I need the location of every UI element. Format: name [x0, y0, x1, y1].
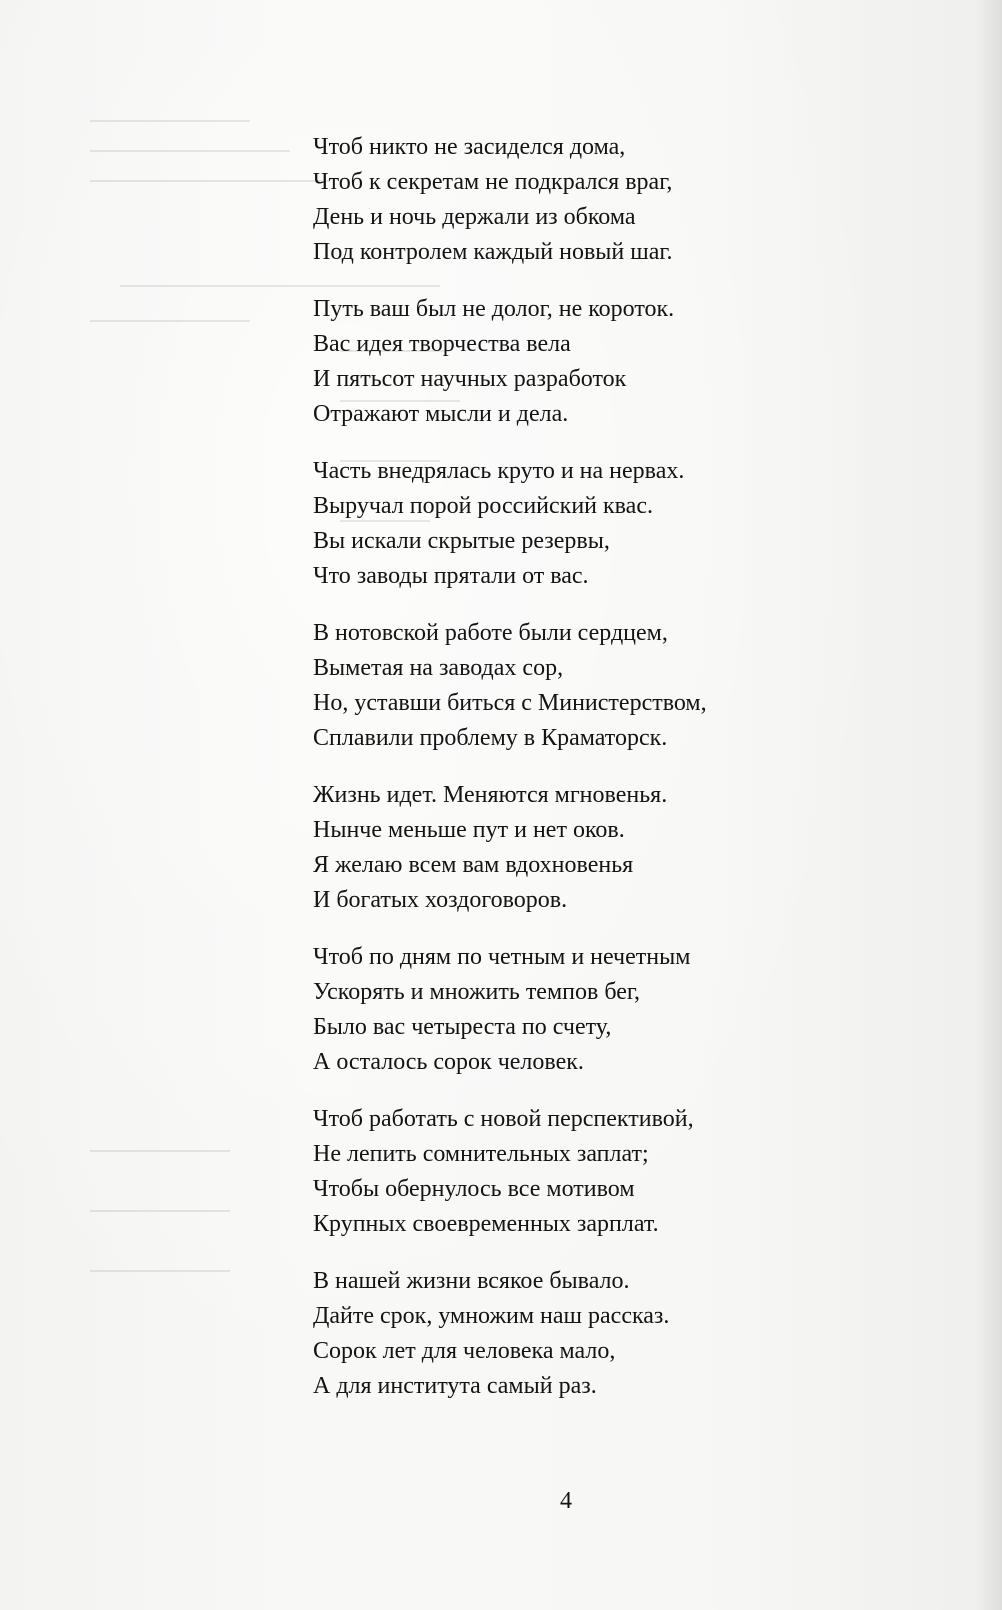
poem-line: Выручал порой российский квас.: [313, 493, 653, 519]
poem-line: Я желаю всем вам вдохновенья: [313, 852, 634, 878]
stanza-2: [313, 292, 933, 432]
stanza-1: [313, 130, 933, 270]
stanza-5: [313, 778, 933, 918]
poem-line: В нашей жизни всякое бывало.: [313, 1268, 630, 1294]
page-edge-shadow: [976, 0, 1002, 1610]
poem-line: Отражают мысли и дела.: [313, 401, 569, 427]
poem-line: Нынче меньше пут и нет оков.: [313, 817, 625, 843]
stanza-3: [313, 454, 933, 594]
poem-line: Ускорять и множить темпов бег,: [313, 979, 640, 1005]
stanza-7: [313, 1102, 933, 1242]
poem-line: Было вас четыреста по счету,: [313, 1014, 612, 1040]
poem-line: Но, уставши биться с Министерством,: [313, 690, 707, 716]
poem-line: Не лепить сомнительных заплат;: [313, 1141, 649, 1167]
poem-line: Дайте срок, умножим наш рассказ.: [313, 1303, 670, 1329]
stanza-4: [313, 616, 933, 756]
poem-line: В нотовской работе были сердцем,: [313, 620, 668, 646]
poem-line: Выметая на заводах сор,: [313, 655, 564, 681]
poem-line: Вас идея творчества вела: [313, 331, 571, 357]
poem-line: Чтобы обернулось все мотивом: [313, 1176, 635, 1202]
poem-line: Чтоб к секретам не подкрался враг,: [313, 169, 673, 195]
poem-line: Часть внедрялась круто и на нервах.: [313, 458, 685, 484]
poem-line: Сорок лет для человека мало,: [313, 1338, 616, 1364]
poem-line: Путь ваш был не долог, не короток.: [313, 296, 675, 322]
poem-line: Сплавили проблему в Краматорск.: [313, 725, 668, 751]
poem-line: Жизнь идет. Меняются мгновенья.: [313, 782, 668, 808]
poem-line: Чтоб никто не засиделся дома,: [313, 134, 626, 160]
stanza-6: [313, 940, 933, 1080]
page-number: 4: [560, 1488, 572, 1514]
stanza-8: [313, 1264, 933, 1404]
poem: [313, 130, 933, 1426]
poem-line: Что заводы прятали от вас.: [313, 563, 589, 589]
poem-line: А для института самый раз.: [313, 1373, 597, 1399]
poem-line: И богатых хоздоговоров.: [313, 887, 568, 913]
poem-line: Чтоб по дням по четным и нечетным: [313, 944, 691, 970]
poem-line: Чтоб работать с новой перспективой,: [313, 1106, 694, 1132]
poem-line: А осталось сорок человек.: [313, 1049, 584, 1075]
poem-line: Вы искали скрытые резервы,: [313, 528, 610, 554]
poem-line: Под контролем каждый новый шаг.: [313, 239, 673, 265]
poem-line: Крупных своевременных зарплат.: [313, 1211, 659, 1237]
poem-line: День и ночь держали из обкома: [313, 204, 636, 230]
poem-line: И пятьсот научных разработок: [313, 366, 627, 392]
